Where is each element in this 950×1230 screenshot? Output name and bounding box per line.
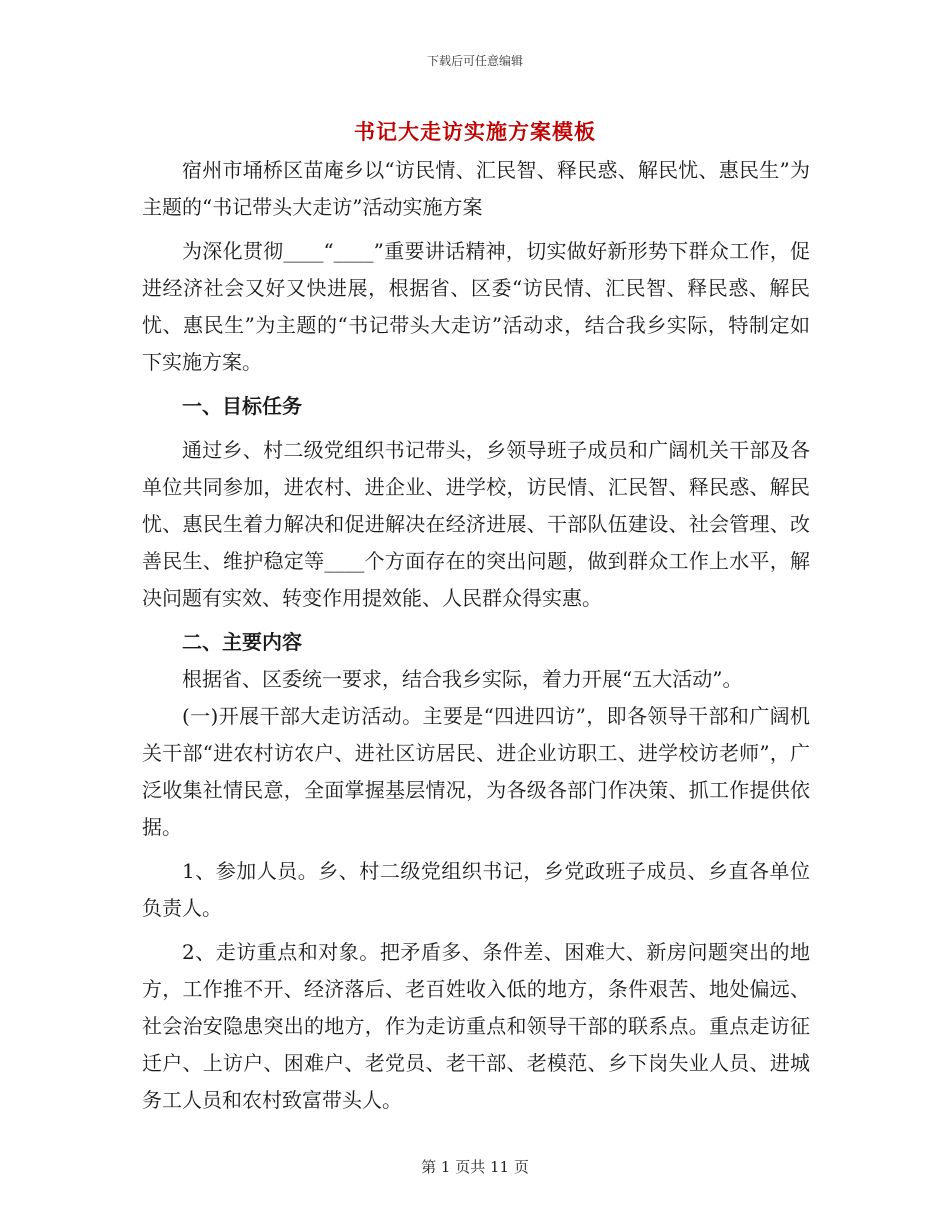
page-footer: 第 1 页共 11 页 xyxy=(421,1158,529,1176)
document-title: 书记大走访实施方案模板 xyxy=(354,119,596,144)
document-body xyxy=(142,152,810,1119)
paragraph-subtitle: 宿州市埇桥区苗庵乡以“访民情、汇民智、释民惑、解民忧、惠民生”为主题的“书记带头大走访”活动实施方案 xyxy=(142,158,810,219)
paragraph-content-intro: 根据省、区委统一要求，结合我乡实际，着力开展“五大活动”。 xyxy=(182,667,743,691)
paragraph-visit-focus: 2、走访重点和对象。把矛盾多、条件差、困难大、新房问题突出的地方，工作推不开、经济落后、老百姓收入低的地方，条件艰苦、地处偏远、社会治安隐患突出的地方，作为走访重点和领导干部的联系点。重点走访征迁户、上访户、困难户、老党员、老干部、老模范、乡下岗失业人员、进城务工人员和农村致富带头人。 xyxy=(142,940,810,1112)
paragraph-participants: 1、参加人员。乡、村二级党组织书记，乡党政班子成员、乡直各单位负责人。 xyxy=(142,859,810,920)
header-note: 下载后可任意编辑 xyxy=(426,54,523,68)
paragraph-intro: 为深化贯彻____“____”重要讲话精神，切实做好新形势下群众工作，促进经济社会又好又快进展，根据省、区委“访民情、汇民智、释民惑、解民忧、惠民生”为主题的“书记带头大走访”活动求，结合我乡实际，特制定如下实施方案。 xyxy=(142,239,810,374)
paragraph-goals: 通过乡、村二级党组织书记带头，乡领导班子成员和广阔机关干部及各单位共同参加，进农村、进企业、进学校，访民情、汇民智、释民惑、解民忧、惠民生着力解决和促进解决在经济进展、干部队伍建设、社会管理、改善民生、维护稳定等____个方面存在的突出问题，做到群众工作上水平，解决问题有实效、转变作用提效能、人民群众得实惠。 xyxy=(142,438,810,610)
section-heading-goals: 一、目标任务 xyxy=(182,394,302,418)
section-heading-content: 二、主要内容 xyxy=(182,630,302,654)
paragraph-visit-activity: (一)开展干部大走访活动。主要是“四进四访”，即各领导干部和广阔机关干部“进农村访农户、进社区访居民、进企业访职工、进学校访老师”，广泛收集社情民意，全面掌握基层情况，为各级各部门作决策、抓工作提供依据。 xyxy=(142,704,810,839)
